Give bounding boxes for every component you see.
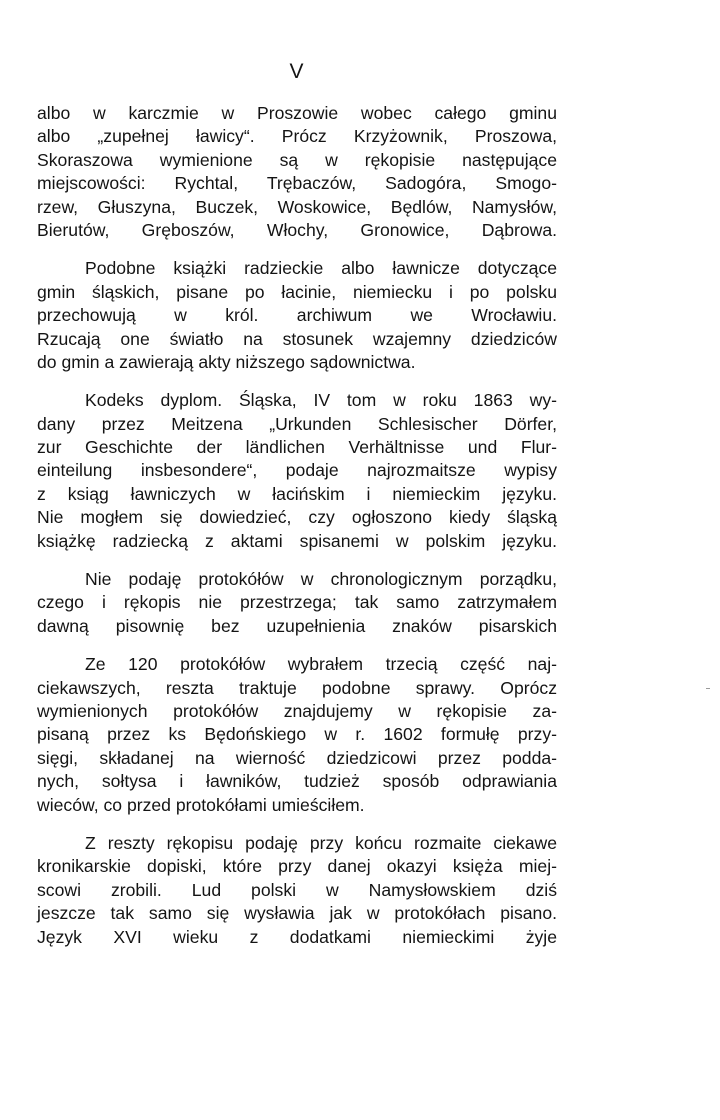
text-line: einteilung insbesondere“, podaje najrozmaitsze wypisy [37,460,557,481]
text-line: wymienionych protokółów znajdujemy w rękopisie za- [37,700,557,721]
text-line: nych, sołtysa i ławników, tudzież sposób odprawiania [37,771,557,792]
text-line: miejscowości: Rychtal, Trębaczów, Sadogóra, Smogo- [37,173,557,194]
text-line: wieców, co przed protokółami umieściłem. [37,794,365,815]
text-line: dawną pisownię bez uzupełnienia znaków pisarskich [37,615,557,636]
body-text [37,102,557,964]
text-line: jeszcze tak samo się wysławia jak w protokółach pisano. [37,903,557,924]
text-line: czego i rękopis nie przestrzega; tak samo zatrzymałem [37,592,557,613]
text-line: Język XVI wieku z dodatkami niemieckimi żyje [37,926,557,947]
text-line: albo w karczmie w Proszowie wobec całego gminu [37,103,557,123]
text-line: Nie podaję protokółów w chronologicznym porządku, [85,569,557,590]
margin-mark [706,688,710,689]
text-line: książkę radziecką z aktami spisanemi w polskim języku. [37,530,557,551]
paragraph-5 [37,653,557,817]
text-line: gmin śląskich, pisane po łacinie, niemiecku i po polsku [37,281,557,302]
text-line: scowi zrobili. Lud polski w Namysłowskiem dziś [37,879,557,900]
text-line: Rzucają one światło na stosunek wzajemny dziedziców [37,328,557,349]
text-line: rzew, Głuszyna, Buczek, Woskowice, Będlów, Namysłów, [37,196,557,217]
text-line: Z reszty rękopisu podaję przy końcu rozmaite ciekawe [85,832,557,853]
text-line: Ze 120 protokółów wybrałem trzecią część naj- [85,654,557,675]
text-line: kronikarskie dopiski, które przy danej okazyi księża miej- [37,856,557,877]
paragraph-6 [37,832,557,949]
text-line: do gmin a zawierają akty niższego sądownictwa. [37,351,416,372]
text-line: zur Geschichte der ländlichen Verhältnisse und Flur- [37,437,557,458]
text-line: Nie mogłem się dowiedzieć, czy ogłoszono kiedy śląską [37,507,557,528]
paragraph-4 [37,568,557,638]
text-line: przechowują w król. archiwum we Wrocławiu. [37,305,557,326]
text-line: pisaną przez ks Będońskiego w r. 1602 formułę przy- [37,724,557,745]
paragraph-1 [37,102,557,242]
text-line: Skoraszowa wymienione są w rękopisie następujące [37,149,557,170]
text-line: z ksiąg ławniczych w łacińskim i niemieckim języku. [37,483,557,504]
paragraph-2 [37,257,557,374]
text-line: Bierutów, Gręboszów, Włochy, Gronowice, Dąbrowa. [37,219,557,240]
text-line: ciekawszych, reszta traktuje podobne sprawy. Oprócz [37,677,557,698]
text-line: dany przez Meitzena „Urkunden Schlesischer Dörfer, [37,413,557,434]
text-line: Podobne książki radzieckie albo ławnicze dotyczące [85,258,557,279]
page-number: V [289,60,305,83]
text-line: sięgi, składanej na wierność dziedzicowi przez podda- [37,747,557,768]
text-line: Kodeks dyplom. Śląska, IV tom w roku 1863 wy- [85,390,557,411]
text-line: albo „zupełnej ławicy“. Prócz Krzyżownik, Proszowa, [37,126,557,147]
paragraph-3 [37,389,557,553]
